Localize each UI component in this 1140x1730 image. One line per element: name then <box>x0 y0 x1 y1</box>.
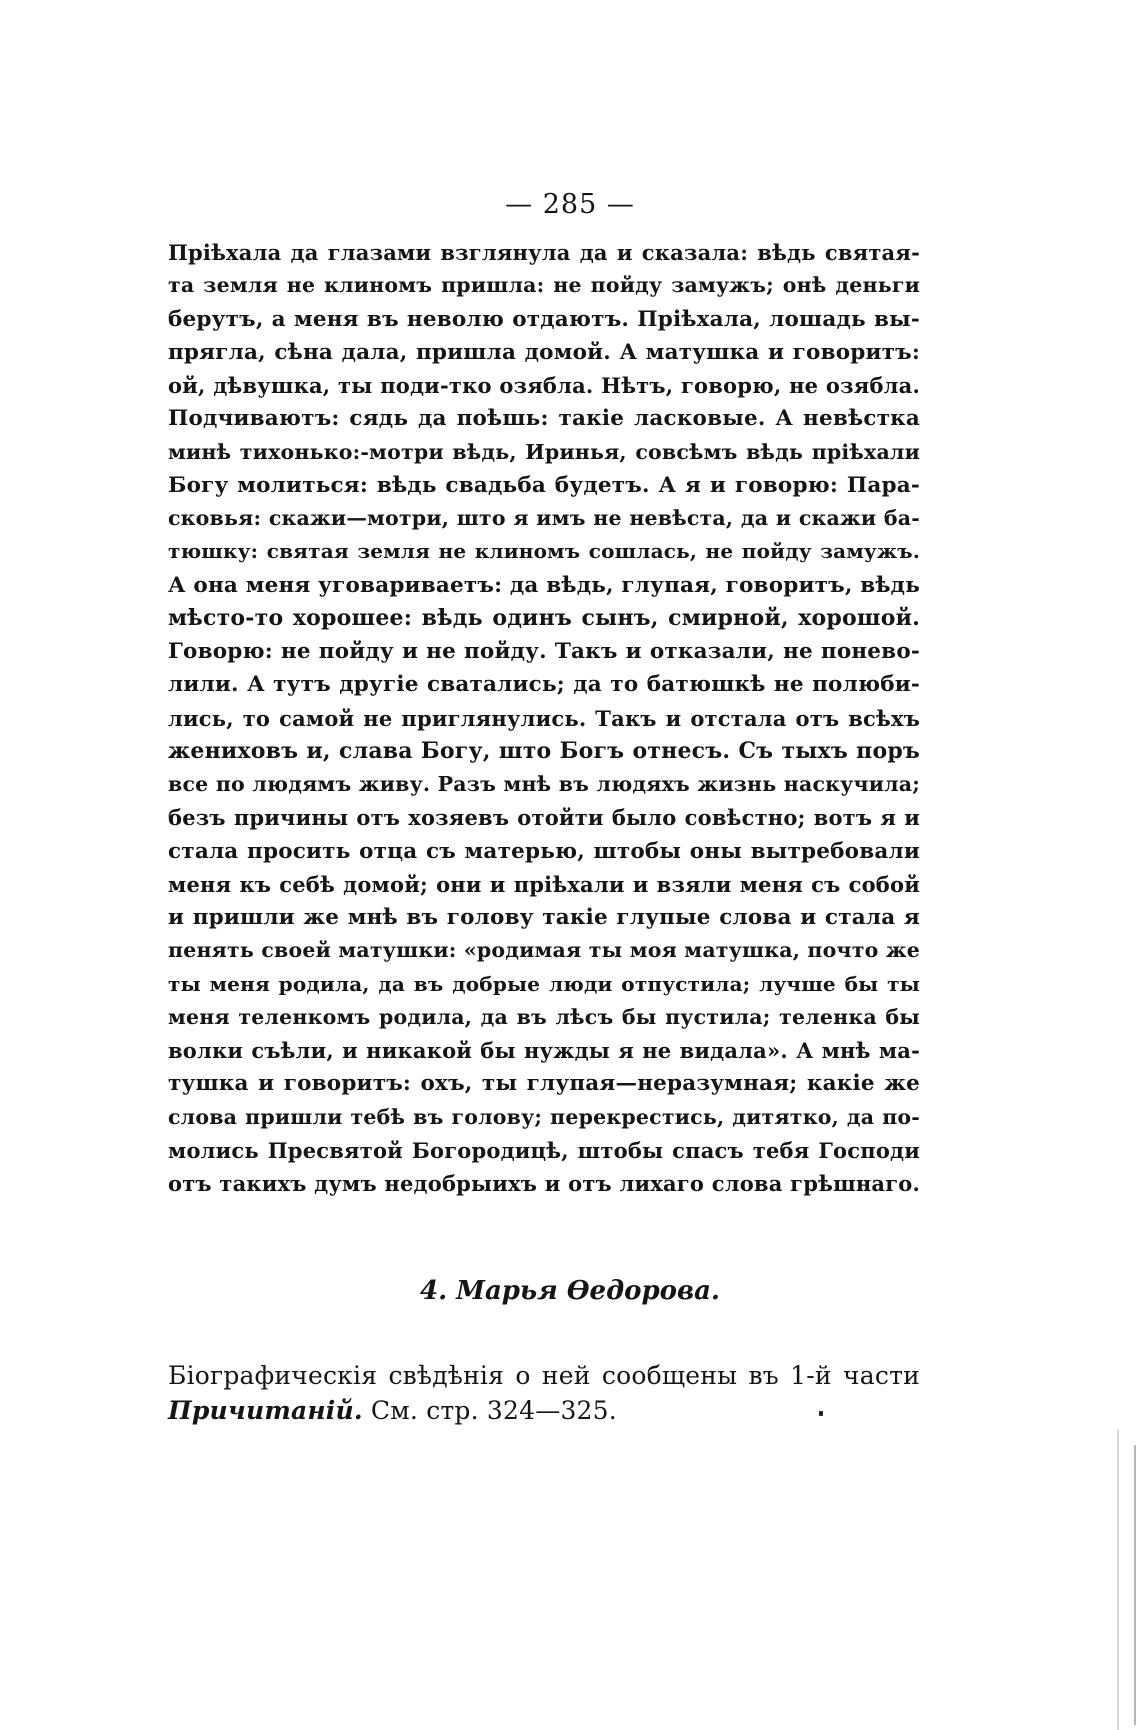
text-line: ой, дѣвушка, ты поди-тко озябла. Нѣтъ, говорю, не озябла. <box>168 373 920 398</box>
text-line: А она меня уговариваетъ: да вѣдь, глупая, говоритъ, вѣдь <box>168 572 920 598</box>
text-line: стала просить отца съ матерью, штобы оны вытребовали <box>168 838 920 864</box>
text-line: Подчиваютъ: сядь да поѣшь: такіе ласковые. А невѣстка <box>168 406 920 432</box>
text-line: отъ такихъ думъ недобрыихъ и отъ лихаго слова грѣшнаго. <box>168 1171 920 1196</box>
bio-line-2 <box>168 1393 920 1428</box>
text-line: молись Пресвятой Богородицѣ, штобы спасъ тебя Господи <box>168 1137 920 1163</box>
text-line: тюшку: святая земля не клиномъ сошлась, не пойду замужъ. <box>168 539 920 564</box>
text-line: пенять своей матушки: «родимая ты моя матушка, почто же <box>168 938 920 963</box>
text-line: волки съѣли, и никакой бы нужды я не видала». А мнѣ ма- <box>168 1038 920 1063</box>
bio-line-1: Біографическія свѣдѣнія о ней сообщены въ 1-й части <box>168 1361 920 1390</box>
text-line: все по людямъ живу. Разъ мнѣ въ людяхъ жизнь наскучила; <box>168 772 920 796</box>
body-text <box>168 236 920 1200</box>
text-line: лись, то самой не приглянулись. Такъ и отстала отъ всѣхъ <box>168 705 920 731</box>
text-line: Говорю: не пойду и не пойду. Такъ и отказали, не понево- <box>168 639 920 664</box>
section-heading: 4. Марья Ѳедорова. <box>419 1276 720 1306</box>
bio-book-title: Причитаній. <box>168 1396 363 1425</box>
text-line: жениховъ и, слава Богу, што Богъ отнесъ. Съ тыхъ поръ <box>168 737 920 764</box>
scan-edge-line <box>1134 1445 1136 1725</box>
bio-page-reference: См. стр. 324—325. <box>362 1396 617 1425</box>
text-line: та земля не клиномъ пришла: не пойду замужъ; онѣ деньги <box>168 273 920 298</box>
text-line: меня теленкомъ родила, да въ лѣсъ бы пустила; теленка бы <box>168 1004 920 1029</box>
scan-edge-line <box>1117 1430 1119 1730</box>
text-line: берутъ, а меня въ неволю отдаютъ. Пріѣхала, лошадь вы- <box>168 306 920 332</box>
text-line: и пришли же мнѣ въ голову такіе глупые слова и стала я <box>168 905 920 930</box>
text-line: слова пришли тебѣ въ голову; перекрестись, дитятко, да по- <box>168 1104 920 1129</box>
text-line: безъ причины отъ хозяевъ отойти было совѣстно; вотъ я и <box>168 805 920 831</box>
text-line: Пріѣхала да глазами взглянула да и сказала: вѣдь святая- <box>168 240 920 265</box>
text-line: лили. А тутъ другіе сватались; да то батюшкѣ не полюби- <box>168 672 920 698</box>
text-line: меня къ себѣ домой; они и пріѣхали и взяли меня съ собой <box>168 871 920 897</box>
text-line: сковья: скажи—мотри, што я имъ не невѣста, да и скажи ба- <box>168 506 920 530</box>
biography-note <box>168 1358 920 1428</box>
text-line: ты меня родила, да въ добрые люди отпустила; лучше бы ты <box>168 971 920 996</box>
text-line: тушка и говоритъ: охъ, ты глупая—неразумная; какіе же <box>168 1071 920 1097</box>
text-line: минѣ тихонько:-мотри вѣдь, Иринья, совсѣмъ вѣдь пріѣхали <box>168 439 920 464</box>
stray-ink-mark <box>819 1411 823 1416</box>
text-line: Богу молиться: вѣдь свадьба будетъ. А я и говорю: Пара- <box>168 472 920 498</box>
text-line: прягла, сѣна дала, пришла домой. А матушка и говоритъ: <box>168 339 920 365</box>
page-number: — 285 — <box>505 189 635 220</box>
text-line: мѣсто-то хорошее: вѣдь одинъ сынъ, смирной, хорошой. <box>168 604 920 631</box>
